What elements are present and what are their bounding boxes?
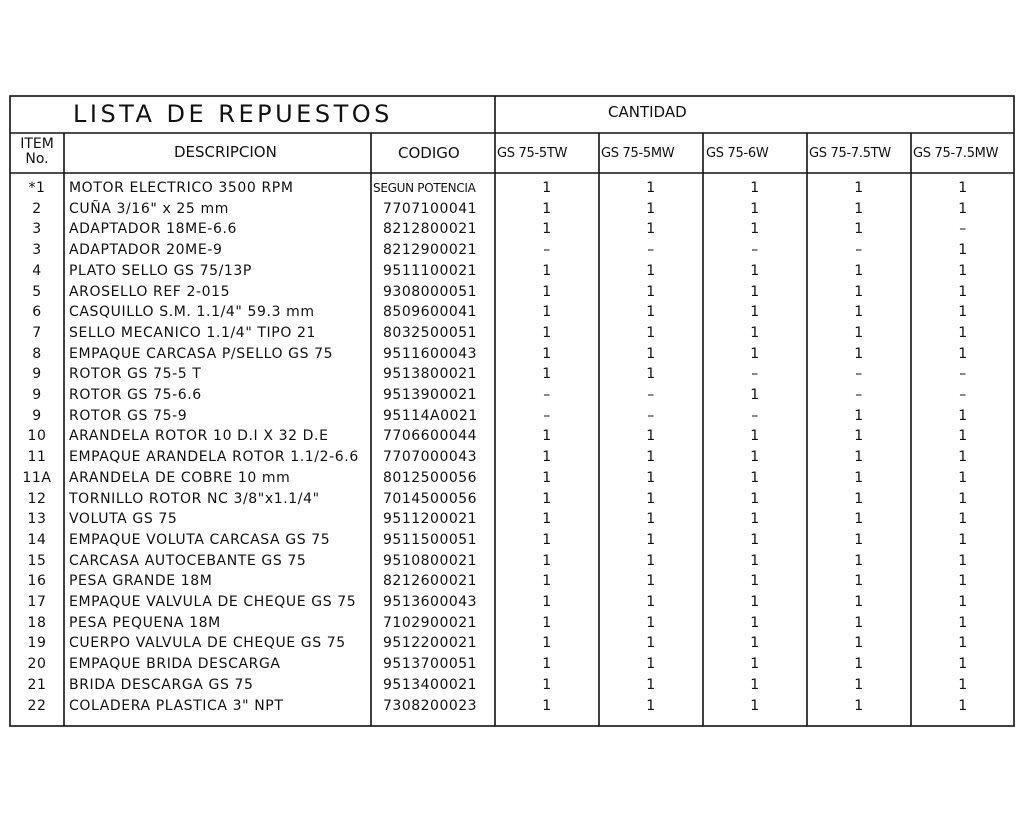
row-quantity: 1	[542, 469, 552, 486]
row-quantity: 1	[958, 490, 968, 507]
row-quantity: 1	[542, 531, 552, 548]
row-item-number: 19	[27, 635, 47, 652]
row-quantity: 1	[542, 262, 552, 279]
row-description: VOLUTA GS 75	[69, 511, 178, 528]
row-description: EMPAQUE VALVULA DE CHEQUE GS 75	[69, 594, 357, 610]
row-quantity: 1	[750, 221, 760, 238]
row-description: MOTOR ELECTRICO 3500 RPM	[69, 180, 294, 196]
row-quantity: 1	[750, 324, 760, 341]
row-quantity: 1	[958, 345, 968, 362]
row-quantity: –	[751, 242, 759, 259]
row-quantity: –	[543, 387, 551, 403]
row-quantity: 1	[854, 221, 864, 238]
row-quantity: 1	[646, 594, 656, 610]
row-code: 9512200021	[383, 635, 478, 652]
row-quantity: 1	[958, 676, 968, 693]
row-description: CUERPO VALVULA DE CHEQUE GS 75	[69, 635, 346, 652]
row-quantity: 1	[854, 283, 864, 300]
row-quantity: –	[647, 387, 655, 403]
row-description: ARANDELA DE COBRE 10 mm	[69, 469, 291, 486]
row-quantity: 1	[854, 304, 864, 321]
row-item-number: 7	[32, 324, 42, 341]
row-item-number: 11A	[22, 469, 52, 486]
row-description: CASQUILLO S.M. 1.1/4" 59.3 mm	[69, 304, 315, 321]
row-quantity: 1	[542, 635, 552, 652]
row-quantity: 1	[542, 366, 552, 383]
row-quantity: 1	[542, 594, 552, 610]
row-quantity: –	[959, 221, 967, 238]
row-quantity: –	[543, 242, 551, 259]
row-item-number: 22	[27, 697, 47, 714]
row-description: EMPAQUE CARCASA P/SELLO GS 75	[69, 345, 334, 362]
row-quantity: 1	[646, 324, 656, 341]
row-quantity: –	[855, 366, 863, 383]
row-quantity: 1	[646, 469, 656, 486]
row-quantity: 1	[854, 324, 864, 341]
item-header-line1: ITEM	[20, 136, 54, 152]
row-description: PLATO SELLO GS 75/13P	[69, 262, 252, 279]
row-description: SELLO MECANICO 1.1/4" TIPO 21	[69, 324, 317, 341]
row-code: 8032500051	[383, 324, 478, 341]
model-header-gs75-5tw: GS 75-5TW	[497, 146, 568, 161]
row-quantity: 1	[854, 428, 864, 445]
row-quantity: 1	[750, 656, 760, 673]
item-header-line2: No.	[25, 150, 49, 167]
row-quantity: –	[647, 407, 655, 424]
row-quantity: –	[855, 242, 863, 259]
row-quantity: 1	[854, 676, 864, 693]
row-code: SEGUN POTENCIA	[373, 181, 476, 195]
row-quantity: 1	[958, 449, 968, 466]
row-item-number: 4	[32, 262, 42, 279]
row-code: 9308000051	[383, 283, 478, 300]
row-quantity: 1	[854, 635, 864, 652]
row-quantity: 1	[750, 180, 760, 196]
row-item-number: 16	[27, 573, 47, 590]
row-quantity: 1	[958, 614, 968, 631]
row-quantity: 1	[542, 304, 552, 321]
row-quantity: 1	[958, 697, 968, 714]
code-column-header: CODIGO	[398, 144, 460, 162]
row-item-number: 15	[27, 552, 47, 569]
row-code: 7014500056	[383, 490, 478, 507]
row-quantity: 1	[958, 283, 968, 300]
row-quantity: 1	[854, 345, 864, 362]
row-item-number: *1	[28, 180, 46, 196]
row-quantity: 1	[542, 614, 552, 631]
row-quantity: 1	[750, 345, 760, 362]
row-quantity: –	[959, 366, 967, 383]
row-quantity: 1	[958, 573, 968, 590]
row-quantity: 1	[646, 614, 656, 631]
row-quantity: 1	[646, 428, 656, 445]
row-code: 9513400021	[383, 676, 478, 693]
row-quantity: 1	[958, 180, 968, 196]
row-description: AROSELLO REF 2-015	[69, 283, 231, 300]
row-description: ROTOR GS 75-5 T	[69, 366, 202, 383]
row-quantity: 1	[542, 449, 552, 466]
row-item-number: 11	[27, 449, 47, 466]
row-code: 9513600043	[383, 594, 478, 610]
row-quantity: 1	[646, 221, 656, 238]
row-quantity: 1	[854, 407, 864, 424]
row-quantity: 1	[750, 490, 760, 507]
row-code: 9513800021	[383, 366, 478, 383]
row-description: TORNILLO ROTOR NC 3/8"x1.1/4"	[69, 490, 320, 507]
row-quantity: –	[751, 407, 759, 424]
row-description: BRIDA DESCARGA GS 75	[69, 676, 254, 693]
row-quantity: 1	[854, 614, 864, 631]
row-item-number: 14	[27, 531, 47, 548]
row-quantity: 1	[854, 594, 864, 610]
item-column-header	[11, 137, 63, 166]
row-item-number: 18	[27, 614, 47, 631]
row-quantity: 1	[958, 428, 968, 445]
row-quantity: 1	[958, 635, 968, 652]
row-quantity: 1	[750, 531, 760, 548]
row-quantity: 1	[646, 676, 656, 693]
row-quantity: 1	[854, 697, 864, 714]
row-item-number: 9	[32, 387, 42, 403]
row-quantity: 1	[646, 366, 656, 383]
row-code: 7706600044	[383, 428, 478, 445]
row-code: 95114A0021	[383, 407, 478, 424]
row-quantity: 1	[750, 469, 760, 486]
row-quantity: 1	[646, 531, 656, 548]
row-quantity: 1	[854, 449, 864, 466]
row-quantity: 1	[542, 180, 552, 196]
row-code: 9511600043	[383, 345, 478, 362]
row-code: 7707100041	[383, 200, 478, 217]
row-quantity: 1	[542, 511, 552, 528]
row-quantity: 1	[646, 262, 656, 279]
row-quantity: 1	[542, 697, 552, 714]
row-quantity: –	[959, 387, 967, 403]
row-description: PESA PEQUENA 18M	[69, 614, 221, 631]
row-quantity: 1	[958, 656, 968, 673]
row-quantity: 1	[542, 656, 552, 673]
model-header-gs75-7-5tw: GS 75-7.5TW	[809, 146, 891, 161]
row-quantity: 1	[542, 428, 552, 445]
row-description: ADAPTADOR 18ME-6.6	[69, 221, 238, 238]
row-quantity: 1	[750, 200, 760, 217]
row-code: 9511200021	[383, 511, 478, 528]
row-code: 9510800021	[383, 552, 478, 569]
row-quantity: 1	[750, 283, 760, 300]
row-code: 7102900021	[383, 614, 478, 631]
description-column-header: DESCRIPCION	[174, 143, 277, 161]
row-quantity: 1	[854, 262, 864, 279]
row-item-number: 3	[32, 221, 42, 238]
model-header-gs75-6w: GS 75-6W	[706, 146, 769, 161]
row-quantity: 1	[646, 511, 656, 528]
row-quantity: 1	[958, 262, 968, 279]
row-item-number: 21	[27, 676, 47, 693]
row-item-number: 3	[32, 242, 42, 259]
row-quantity: 1	[646, 656, 656, 673]
row-quantity: –	[855, 387, 863, 403]
row-description: ARANDELA ROTOR 10 D.I X 32 D.E	[69, 428, 329, 445]
row-quantity: 1	[750, 552, 760, 569]
row-quantity: 1	[958, 304, 968, 321]
row-description: ROTOR GS 75-6.6	[69, 387, 202, 403]
row-description: CUÑA 3/16" x 25 mm	[69, 200, 229, 217]
row-quantity: 1	[854, 511, 864, 528]
row-quantity: 1	[646, 697, 656, 714]
row-quantity: 1	[646, 490, 656, 507]
row-quantity: –	[751, 366, 759, 383]
row-item-number: 2	[32, 200, 42, 217]
row-quantity: 1	[750, 676, 760, 693]
parts-list-sheet	[9, 95, 1015, 727]
row-quantity: 1	[542, 200, 552, 217]
row-description: CARCASA AUTOCEBANTE GS 75	[69, 552, 307, 569]
row-quantity: 1	[646, 573, 656, 590]
row-code: 8212600021	[383, 573, 478, 590]
row-description: ROTOR GS 75-9	[69, 407, 188, 424]
row-code: 8509600041	[383, 304, 478, 321]
row-quantity: 1	[542, 283, 552, 300]
row-quantity: 1	[750, 635, 760, 652]
row-quantity: 1	[750, 614, 760, 631]
row-description: PESA GRANDE 18M	[69, 573, 213, 590]
row-description: EMPAQUE BRIDA DESCARGA	[69, 656, 281, 673]
row-quantity: 1	[646, 283, 656, 300]
row-quantity: 1	[646, 345, 656, 362]
row-quantity: 1	[854, 490, 864, 507]
row-item-number: 20	[27, 656, 47, 673]
quantity-header: CANTIDAD	[608, 103, 687, 121]
row-quantity: 1	[750, 304, 760, 321]
row-quantity: 1	[542, 676, 552, 693]
row-quantity: 1	[750, 449, 760, 466]
row-quantity: 1	[854, 180, 864, 196]
row-quantity: 1	[646, 552, 656, 569]
row-item-number: 12	[27, 490, 47, 507]
row-quantity: 1	[542, 490, 552, 507]
row-quantity: 1	[958, 200, 968, 217]
row-quantity: 1	[646, 304, 656, 321]
row-quantity: 1	[542, 324, 552, 341]
row-quantity: 1	[958, 407, 968, 424]
row-quantity: 1	[542, 552, 552, 569]
model-header-gs75-7-5mw: GS 75-7.5MW	[913, 146, 999, 161]
row-quantity: 1	[646, 180, 656, 196]
row-quantity: –	[543, 407, 551, 424]
row-item-number: 13	[27, 511, 47, 528]
row-item-number: 6	[32, 304, 42, 321]
row-quantity: 1	[958, 531, 968, 548]
row-item-number: 9	[32, 366, 42, 383]
row-item-number: 9	[32, 407, 42, 424]
row-quantity: 1	[542, 573, 552, 590]
row-quantity: 1	[750, 428, 760, 445]
row-quantity: 1	[646, 635, 656, 652]
row-code: 9513700051	[383, 656, 478, 673]
row-quantity: 1	[958, 594, 968, 610]
row-quantity: 1	[854, 531, 864, 548]
row-code: 9513900021	[383, 387, 478, 403]
row-quantity: 1	[750, 594, 760, 610]
row-code: 8212900021	[383, 242, 478, 259]
row-item-number: 10	[27, 428, 47, 445]
sheet-title: LISTA DE REPUESTOS	[73, 100, 393, 128]
row-quantity: 1	[750, 387, 760, 403]
row-item-number: 8	[32, 345, 42, 362]
row-quantity: 1	[958, 469, 968, 486]
row-quantity: 1	[854, 469, 864, 486]
row-quantity: 1	[854, 573, 864, 590]
row-quantity: –	[647, 242, 655, 259]
row-code: 7308200023	[383, 697, 478, 714]
row-item-number: 17	[27, 594, 47, 610]
row-code: 9511500051	[383, 531, 478, 548]
row-quantity: 1	[646, 449, 656, 466]
row-quantity: 1	[958, 552, 968, 569]
row-code: 8012500056	[383, 469, 478, 486]
row-quantity: 1	[750, 573, 760, 590]
row-quantity: 1	[958, 511, 968, 528]
row-quantity: 1	[542, 221, 552, 238]
model-header-gs75-5mw: GS 75-5MW	[601, 146, 675, 161]
row-code: 7707000043	[383, 449, 478, 466]
row-quantity: 1	[646, 200, 656, 217]
row-item-number: 5	[32, 283, 42, 300]
row-description: EMPAQUE ARANDELA ROTOR 1.1/2-6.6	[69, 449, 359, 466]
row-quantity: 1	[750, 262, 760, 279]
row-quantity: 1	[854, 200, 864, 217]
row-quantity: 1	[750, 511, 760, 528]
row-description: ADAPTADOR 20ME-9	[69, 242, 223, 259]
row-quantity: 1	[854, 656, 864, 673]
row-code: 9511100021	[383, 262, 478, 279]
row-quantity: 1	[958, 324, 968, 341]
row-quantity: 1	[854, 552, 864, 569]
row-quantity: 1	[750, 697, 760, 714]
row-description: EMPAQUE VOLUTA CARCASA GS 75	[69, 531, 331, 548]
row-description: COLADERA PLASTICA 3" NPT	[69, 697, 284, 714]
row-quantity: 1	[542, 345, 552, 362]
row-quantity: 1	[958, 242, 968, 259]
row-code: 8212800021	[383, 221, 478, 238]
